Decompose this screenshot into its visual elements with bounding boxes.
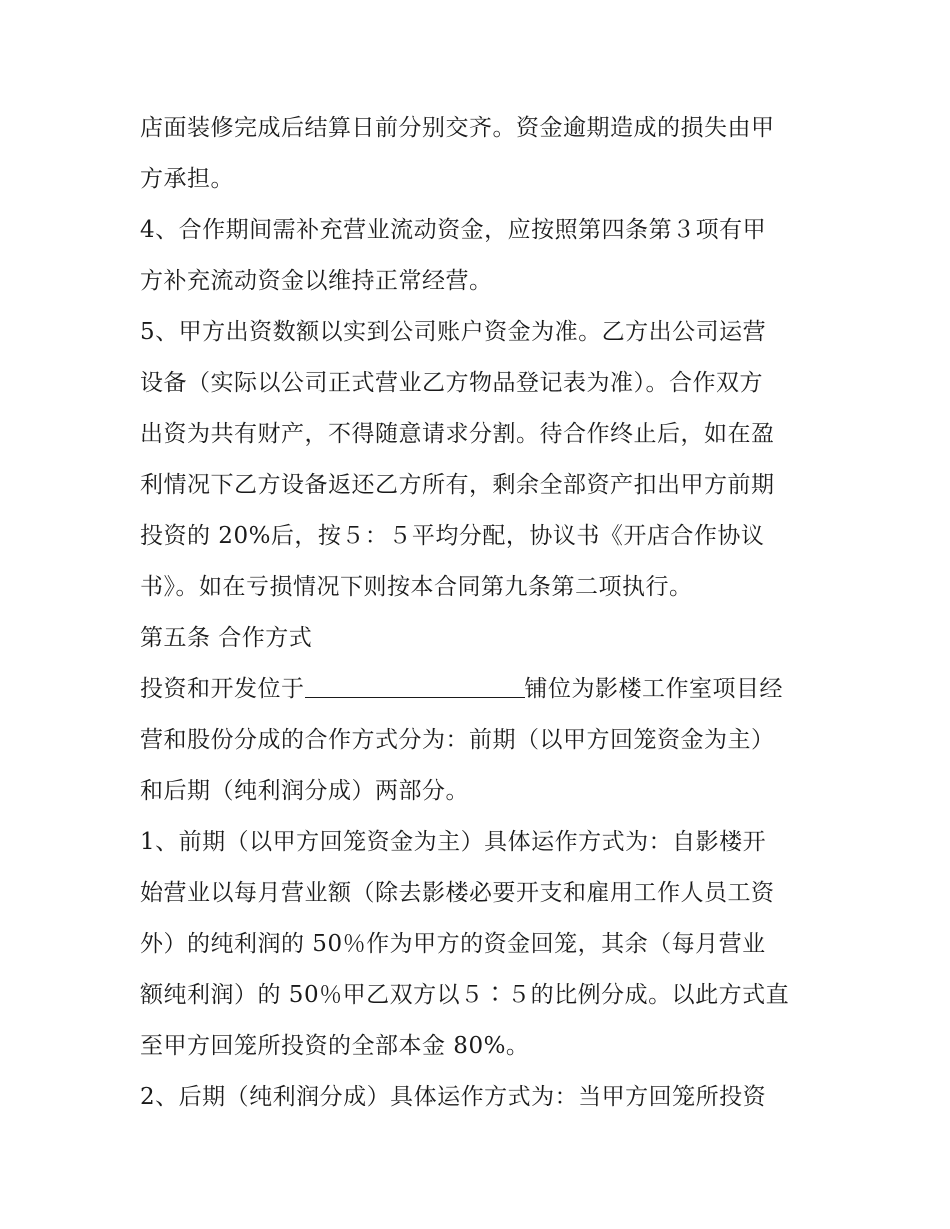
text-line: 营和股份分成的合作方式分为：前期（以甲方回笼资金为主）	[140, 727, 775, 753]
fill-in-blank	[305, 675, 525, 698]
text-line: 店面装修完成后结算日前分别交齐。资金逾期造成的损失由甲	[140, 115, 775, 141]
text-line: 书》。如在亏损情况下则按本合同第九条第二项执行。	[140, 574, 693, 600]
text-line: 方补充流动资金以维持正常经营。	[140, 268, 493, 294]
text-line: 方承担。	[140, 166, 234, 192]
text-line: 2、后期（纯利润分成）具体运作方式为：当甲方回笼所投资	[140, 1084, 767, 1110]
blank-after-text: 铺位为影楼工作室项目经	[524, 676, 783, 702]
blank-before-text: 投资和开发位于	[140, 676, 305, 702]
section-heading: 第五条 合作方式	[140, 625, 313, 651]
text-line: 和后期（纯利润分成）两部分。	[140, 778, 469, 804]
text-line: 4、合作期间需补充营业流动资金，应按照第四条第３项有甲	[140, 217, 767, 243]
text-line: 始营业以每月营业额（除去影楼必要开支和雇用工作人员工资	[140, 880, 775, 906]
text-line: 至甲方回笼所投资的全部本金 80%。	[140, 1033, 530, 1059]
text-line: 5、甲方出资数额以实到公司账户资金为准。乙方出公司运营	[140, 319, 767, 345]
text-line: 外）的纯利润的 50％作为甲方的资金回笼，其余（每月营业	[140, 931, 766, 957]
text-line-with-blank	[140, 664, 820, 715]
contract-text	[140, 103, 820, 1123]
text-line: 利情况下乙方设备返还乙方所有，剩余全部资产扣出甲方前期	[140, 472, 775, 498]
text-line: 投资的 20%后，按５：５平均分配，协议书《开店合作协议	[140, 523, 765, 549]
text-line: 设备（实际以公司正式营业乙方物品登记表为准）。合作双方	[140, 370, 763, 396]
text-line: 额纯利润）的 50％甲乙双方以５∶５的比例分成。以此方式直	[140, 982, 790, 1008]
text-line: 出资为共有财产，不得随意请求分割。待合作终止后，如在盈	[140, 421, 775, 447]
text-line: 1、前期（以甲方回笼资金为主）具体运作方式为：自影楼开	[140, 829, 767, 855]
